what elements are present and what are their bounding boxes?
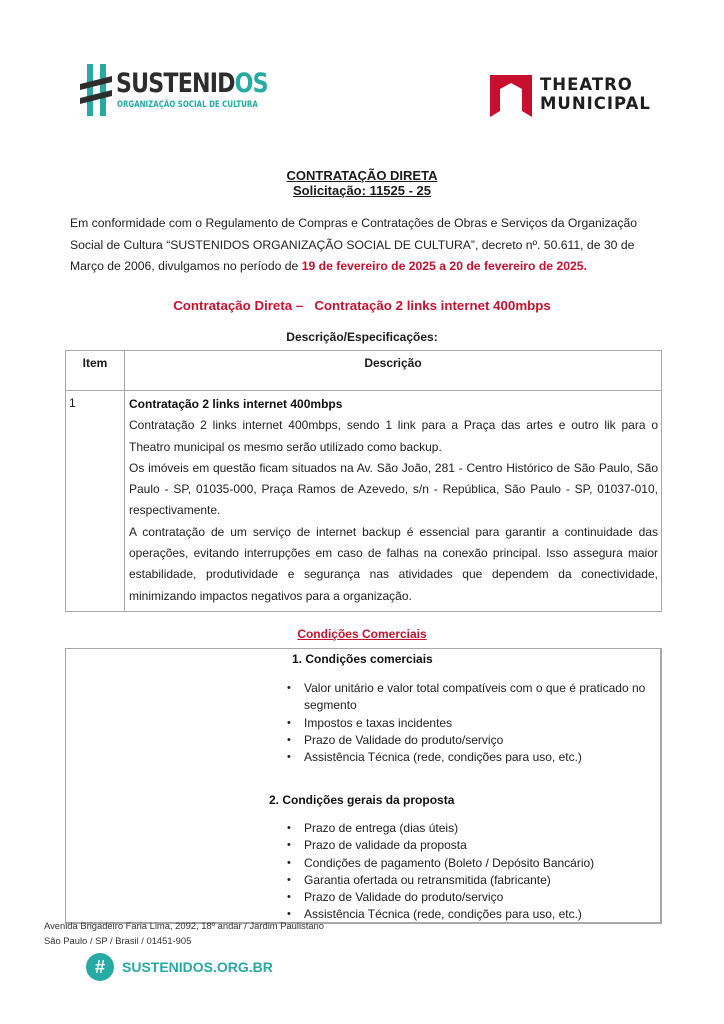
bullet-icon: • (287, 891, 291, 904)
conditions-list (287, 680, 667, 766)
description-paragraph: A contratação de um serviço de internet backup é essencial para garantir a continuidade das operações, evitando interrupções em caso de falhas na conexão principal. Isso assegura maior estabilidade, produtividade e segurança nas atividades que dependem da conectividade, minimizando impactos negativos para a organização. (129, 524, 658, 603)
bullet-icon: • (287, 822, 291, 834)
arch-icon (490, 75, 532, 117)
footer-address: Avenida Brigadeiro Faria Lima, 2092, 18º andar / Jardim Paulistano São Paulo / SP / Brasil / 01451-905 (44, 920, 324, 946)
list-item: • Prazo de entrega (dias úteis) (287, 820, 667, 837)
sustenidos-logo (80, 64, 268, 118)
conditions-box (65, 648, 662, 924)
list-item: • Assistência Técnica (rede, condições para uso, etc.) (287, 906, 667, 923)
website-link[interactable]: SUSTENIDOS.ORG.BR (122, 959, 273, 975)
conditions-list (287, 820, 667, 924)
list-item: • Valor unitário e valor total compatíveis com o que é praticado no segmento (287, 681, 646, 713)
spec-heading: Descrição/Especificações: (286, 330, 438, 344)
item-title: Contratação 2 links internet 400mbps (129, 397, 343, 411)
request-number: Solicitação: 11525 - 25 (292, 183, 432, 198)
table-header-row (66, 351, 662, 391)
bullet-icon: • (287, 751, 291, 764)
document-title-block (0, 168, 724, 198)
list-item: • Impostos e taxas incidentes (287, 715, 667, 732)
sustenidos-tagline: ORGANIZAÇÃO SOCIAL DE CULTURA (117, 100, 258, 110)
theatro-municipal-text: THEATRO MUNICIPAL (540, 75, 651, 113)
description-paragraph: Os imóveis em questão ficam situados na Av. São João, 281 - Centro Histórico de São Paulo, São Paulo - SP, 01035-000, Praça Ramos de Azevedo, s/n - República, São Paulo - SP, 01037-010, respectivamente. (129, 460, 658, 518)
list-item: • Prazo de validade da proposta (287, 837, 667, 854)
conditions-section-heading: 2. Condições gerais da proposta (269, 793, 455, 807)
list-item: • Assistência Técnica (rede, condições para uso, etc.) (287, 749, 667, 766)
list-item: • Prazo de Validade do produto/serviço (287, 732, 667, 749)
bullet-icon: • (287, 716, 291, 729)
subject-heading: Contratação Direta – Contratação 2 links internet 400mbps (173, 298, 551, 313)
theatro-municipal-logo (490, 73, 655, 118)
list-item: • Prazo de Validade do produto/serviço (287, 889, 667, 906)
column-header-description: Descrição (125, 351, 662, 391)
document-title: CONTRATAÇÃO DIRETA (286, 168, 438, 183)
bullet-icon: • (287, 908, 291, 921)
list-item: • Garantia ofertada ou retransmitida (fabricante) (287, 872, 667, 889)
bullet-icon: • (287, 873, 291, 886)
spec-table (65, 350, 662, 612)
item-number: 1 (66, 391, 125, 612)
sustenidos-wordmark: SUSTENIDOS (116, 68, 268, 99)
hash-circle-icon: # (86, 953, 114, 981)
bullet-icon: • (287, 682, 291, 694)
bullet-icon: • (287, 733, 291, 746)
publication-period: 19 de fevereiro de 2025 a 20 de fevereiro de 2025. (301, 259, 587, 273)
table-row (66, 391, 662, 612)
intro-paragraph: Em conformidade com o Regulamento de Compras e Contratações de Obras e Serviços da Organização Social de Cultura “SUSTENIDOS ORGANIZAÇÃO SOCIAL DE CULTURA”, decreto nº. 50.611, de 30 de Março de 2006, divulgamos no período de 19 de fevereiro de 2025 a 20 de fevereiro de 2025. (70, 216, 638, 273)
hash-icon (80, 64, 112, 116)
description-paragraph: Contratação 2 links internet 400mbps, sendo 1 link para a Praça das artes e outro lik para o Theatro municipal os mesmo serão utilizado como backup. (129, 418, 658, 454)
list-item: • Condições de pagamento (Boleto / Depósito Bancário) (287, 855, 667, 872)
item-description (125, 391, 662, 612)
column-header-item: Item (66, 351, 125, 391)
conditions-title: Condições Comerciais (297, 627, 427, 641)
bullet-icon: • (287, 856, 291, 869)
conditions-section-heading: 1. Condições comerciais (292, 652, 433, 666)
bullet-icon: • (287, 839, 291, 852)
